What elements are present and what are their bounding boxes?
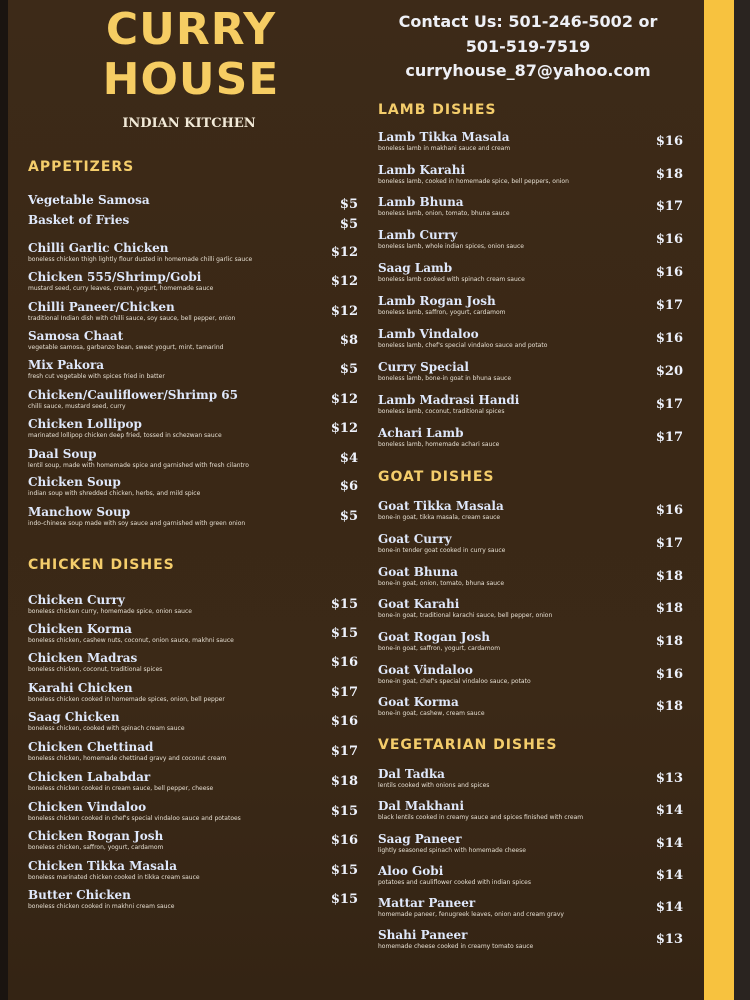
menu-item-name: Vegetable Samosa (28, 193, 150, 207)
menu-item-description: indo-chinese soup made with soy sauce and garnished with green onion (28, 520, 246, 527)
menu-item-description: marinated lollipop chicken deep fried, tossed in schezwan sauce (28, 432, 222, 439)
section-heading-vegetarian-dishes: VEGETARIAN DISHES (378, 737, 558, 753)
menu-item-name: Achari Lamb (378, 426, 464, 440)
menu-item-name: Goat Curry (378, 532, 452, 546)
section-heading-appetizers: APPETIZERS (28, 159, 135, 175)
menu-item-description: homemade cheese cooked in creamy tomato sauce (378, 943, 534, 950)
menu-item-chilli-paneer-chicken (28, 301, 358, 329)
menu-item-name: Lamb Karahi (378, 163, 466, 177)
menu-item-name: Saag Paneer (378, 832, 462, 846)
menu-item-description: boneless lamb cooked with spinach cream sauce (378, 276, 525, 283)
menu-item-chilli-garlic-chicken (28, 242, 358, 270)
menu-item-butter-chicken (28, 889, 358, 917)
menu-item-goat-tikka-masala (378, 500, 683, 528)
contact-line-1: Contact Us: 501-246-5002 or (398, 12, 658, 31)
menu-item-name: Lamb Rogan Josh (378, 294, 496, 308)
menu-item-goat-korma (378, 696, 683, 724)
menu-item-description: boneless lamb, coconut, traditional spices (378, 408, 505, 415)
menu-item-description: lightly seasoned spinach with homemade cheese (378, 847, 526, 854)
menu-item-description: boneless lamb, bone-in goat in bhuna sauce (378, 375, 512, 382)
menu-item-name: Chicken Rogan Josh (28, 829, 164, 843)
menu-item-price: $12 (330, 421, 358, 436)
menu-item-price: $16 (330, 833, 358, 848)
menu-item-name: Chicken Vindaloo (28, 800, 147, 814)
menu-item-saag-lamb (378, 262, 683, 290)
menu-item-description: boneless chicken, cooked with spinach cream sauce (28, 725, 185, 732)
menu-item-goat-curry (378, 533, 683, 561)
menu-item-description: boneless lamb, whole indian spices, onion sauce (378, 243, 524, 250)
menu-item-description: boneless lamb, onion, tomato, bhuna sauce (378, 210, 510, 217)
menu-item-name: Goat Vindaloo (378, 663, 473, 677)
menu-item-name: Goat Bhuna (378, 565, 458, 579)
menu-item-name: Basket of Fries (28, 213, 130, 227)
menu-item-description: boneless chicken, coconut, traditional spices (28, 666, 163, 673)
menu-item-name: Shahi Paneer (378, 928, 468, 942)
menu-item-chicken-cauliflower-shrimp-65 (28, 389, 358, 417)
menu-item-name: Chicken Chettinad (28, 740, 154, 754)
menu-item-dal-makhani (378, 800, 683, 828)
menu-item-description: boneless chicken curry, homemade spice, onion sauce (28, 608, 192, 615)
menu-item-name: Goat Rogan Josh (378, 630, 490, 644)
menu-item-price: $17 (655, 199, 683, 214)
menu-item-description: bone-in goat, saffron, yogurt, cardamom (378, 645, 501, 652)
menu-item-description: mustard seed, curry leaves, cream, yogurt, homemade sauce (28, 285, 214, 292)
menu-item-price: $14 (655, 836, 683, 851)
menu-item-price: $18 (655, 699, 683, 714)
menu-item-name: Chicken Lababdar (28, 770, 151, 784)
page-edge (734, 0, 750, 1000)
menu-item-price: $16 (655, 265, 683, 280)
menu-item-price: $16 (655, 667, 683, 682)
brand-title-line2: HOUSE (102, 54, 280, 105)
menu-item-name: Curry Special (378, 360, 469, 374)
menu-item-description: fresh cut vegetable with spices fried in batter (28, 373, 165, 380)
menu-item-goat-vindaloo (378, 664, 683, 692)
menu-item-name: Saag Lamb (378, 261, 453, 275)
menu-item-price: $13 (655, 932, 683, 947)
menu-item-name: Lamb Tikka Masala (378, 130, 510, 144)
menu-item-name: Chicken Soup (28, 475, 121, 489)
menu-item-price: $16 (655, 134, 683, 149)
menu-board (8, 0, 704, 1000)
menu-item-price: $15 (330, 892, 358, 907)
menu-item-name: Goat Karahi (378, 597, 460, 611)
menu-item-price: $5 (339, 217, 358, 232)
menu-item-price: $18 (330, 774, 358, 789)
menu-item-name: Goat Korma (378, 695, 459, 709)
menu-item-goat-bhuna (378, 566, 683, 594)
menu-item-name: Saag Chicken (28, 710, 120, 724)
menu-item-name: Chicken/Cauliflower/Shrimp 65 (28, 388, 238, 402)
menu-item-price: $5 (339, 362, 358, 377)
menu-item-price: $15 (330, 863, 358, 878)
menu-item-samosa-chaat (28, 330, 358, 358)
menu-item-name: Chicken Tikka Masala (28, 859, 177, 873)
menu-item-name: Lamb Curry (378, 228, 458, 242)
menu-item-description: bone-in goat, chef's special vindaloo sauce, potato (378, 678, 531, 685)
menu-item-chicken-curry (28, 594, 358, 622)
menu-item-price: $17 (655, 298, 683, 313)
menu-item-shahi-paneer (378, 929, 683, 957)
menu-item-description: boneless chicken, saffron, yogurt, cardamom (28, 844, 164, 851)
menu-item-chicken-555-shrimp-gobi (28, 271, 358, 299)
menu-item-aloo-gobi (378, 865, 683, 893)
menu-item-chicken-soup (28, 476, 358, 504)
menu-item-mattar-paneer (378, 897, 683, 925)
menu-item-achari-lamb (378, 427, 683, 455)
menu-item-name: Chicken Madras (28, 651, 138, 665)
menu-item-description: boneless lamb, homemade achari sauce (378, 441, 500, 448)
menu-item-price: $14 (655, 803, 683, 818)
menu-item-price: $5 (339, 197, 358, 212)
menu-item-name: Aloo Gobi (378, 864, 444, 878)
menu-item-name: Chilli Paneer/Chicken (28, 300, 175, 314)
menu-item-description: potatoes and cauliflower cooked with indian spices (378, 879, 531, 886)
menu-item-description: bone-in goat, tikka masala, cream sauce (378, 514, 501, 521)
menu-item-price: $12 (330, 274, 358, 289)
menu-item-chicken-tikka-masala (28, 860, 358, 888)
brand-subtitle: INDIAN KITCHEN (122, 116, 256, 131)
menu-item-description: boneless chicken cooked in makhni cream sauce (28, 903, 175, 910)
menu-item-name: Chicken 555/Shrimp/Gobi (28, 270, 202, 284)
menu-item-price: $5 (339, 509, 358, 524)
menu-item-price: $17 (655, 397, 683, 412)
menu-item-saag-chicken (28, 711, 358, 739)
menu-item-name: Mattar Paneer (378, 896, 476, 910)
menu-item-manchow-soup (28, 506, 358, 534)
section-heading-lamb-dishes: LAMB DISHES (378, 102, 497, 118)
menu-item-description: boneless lamb, cooked in homemade spice, bell peppers, onion (378, 178, 569, 185)
menu-item-description: traditional Indian dish with chilli sauce, soy sauce, bell pepper, onion (28, 315, 236, 322)
menu-item-price: $16 (655, 331, 683, 346)
menu-item-name: Butter Chicken (28, 888, 131, 902)
menu-item-chicken-rogan-josh (28, 830, 358, 858)
contact-email: curryhouse_87@yahoo.com (405, 61, 651, 80)
menu-item-description: boneless chicken cooked in homemade spices, onion, bell pepper (28, 696, 225, 703)
menu-item-name: Chicken Curry (28, 593, 125, 607)
menu-item-goat-karahi (378, 598, 683, 626)
menu-item-description: bone-in goat, traditional karachi sauce, bell pepper, onion (378, 612, 553, 619)
menu-item-name: Manchow Soup (28, 505, 131, 519)
menu-item-description: bone-in tender goat cooked in curry sauce (378, 547, 506, 554)
menu-item-price: $16 (655, 232, 683, 247)
menu-item-description: boneless lamb in makhani sauce and cream (378, 145, 511, 152)
section-heading-goat-dishes: GOAT DISHES (378, 469, 495, 485)
menu-item-lamb-karahi (378, 164, 683, 192)
menu-item-price: $18 (655, 601, 683, 616)
menu-item-name: Chicken Korma (28, 622, 132, 636)
menu-item-name: Karahi Chicken (28, 681, 133, 695)
menu-item-description: boneless lamb, chef's special vindaloo sauce and potato (378, 342, 548, 349)
menu-item-price: $14 (655, 900, 683, 915)
menu-item-description: indian soup with shredded chicken, herbs, and mild spice (28, 490, 201, 497)
menu-item-lamb-bhuna (378, 196, 683, 224)
menu-item-price: $12 (330, 245, 358, 260)
menu-item-description: boneless chicken cooked in cream sauce, bell pepper, cheese (28, 785, 214, 792)
menu-item-price: $17 (655, 430, 683, 445)
menu-item-price: $14 (655, 868, 683, 883)
menu-item-price: $8 (339, 333, 358, 348)
menu-item-price: $12 (330, 304, 358, 319)
menu-item-description: lentils cooked with onions and spices (378, 782, 490, 789)
menu-item-description: black lentils cooked in creamy sauce and spices finished with cream (378, 814, 584, 821)
menu-item-dal-tadka (378, 768, 683, 796)
menu-item-price: $13 (655, 771, 683, 786)
menu-item-description: homemade paneer, fenugreek leaves, onion and cream gravy (378, 911, 564, 918)
menu-item-price: $16 (330, 655, 358, 670)
menu-item-price: $18 (655, 569, 683, 584)
menu-item-chicken-chettinad (28, 741, 358, 769)
menu-item-name: Dal Makhani (378, 799, 465, 813)
decorative-yellow-stripe (704, 0, 734, 1000)
menu-item-lamb-tikka-masala (378, 131, 683, 159)
menu-item-chicken-lollipop (28, 418, 358, 446)
menu-item-description: boneless chicken, homemade chettinad gravy and coconut cream (28, 755, 227, 762)
menu-item-description: boneless lamb, saffron, yogurt, cardamom (378, 309, 506, 316)
menu-item-price: $4 (339, 451, 358, 466)
menu-item-curry-special (378, 361, 683, 389)
menu-item-price: $17 (330, 685, 358, 700)
menu-item-basket-of-fries (28, 214, 358, 242)
menu-item-name: Dal Tadka (378, 767, 445, 781)
menu-item-description: chilli sauce, mustard seed, curry (28, 403, 126, 410)
menu-item-chicken-vindaloo (28, 801, 358, 829)
menu-item-name: Lamb Vindaloo (378, 327, 479, 341)
menu-item-name: Chicken Lollipop (28, 417, 142, 431)
menu-item-lamb-madrasi-handi (378, 394, 683, 422)
menu-item-price: $16 (655, 503, 683, 518)
menu-item-mix-pakora (28, 359, 358, 387)
menu-item-description: boneless chicken, cashew nuts, coconut, onion sauce, makhni sauce (28, 637, 234, 644)
menu-item-price: $18 (655, 634, 683, 649)
brand-title-line1: CURRY (105, 4, 277, 55)
menu-item-name: Daal Soup (28, 447, 97, 461)
menu-item-price: $15 (330, 804, 358, 819)
menu-item-saag-paneer (378, 833, 683, 861)
menu-item-lamb-rogan-josh (378, 295, 683, 323)
menu-item-name: Chilli Garlic Chicken (28, 241, 169, 255)
menu-item-price: $17 (330, 744, 358, 759)
menu-item-chicken-lababdar (28, 771, 358, 799)
menu-item-name: Mix Pakora (28, 358, 105, 372)
menu-item-lamb-vindaloo (378, 328, 683, 356)
menu-item-price: $15 (330, 597, 358, 612)
menu-item-lamb-curry (378, 229, 683, 257)
menu-item-chicken-korma (28, 623, 358, 651)
menu-item-karahi-chicken (28, 682, 358, 710)
menu-item-description: bone-in goat, cashew, cream sauce (378, 710, 485, 717)
menu-item-price: $12 (330, 392, 358, 407)
menu-item-price: $16 (330, 714, 358, 729)
menu-item-description: lentil soup, made with homemade spice and garnished with fresh cilantro (28, 462, 249, 469)
menu-item-description: boneless marinated chicken cooked in tikka cream sauce (28, 874, 200, 881)
contact-line-2: 501-519-7519 (465, 37, 591, 56)
menu-item-name: Lamb Bhuna (378, 195, 464, 209)
menu-item-price: $15 (330, 626, 358, 641)
menu-item-goat-rogan-josh (378, 631, 683, 659)
menu-item-price: $6 (339, 479, 358, 494)
menu-item-chicken-madras (28, 652, 358, 680)
section-heading-chicken-dishes: CHICKEN DISHES (28, 557, 175, 573)
menu-item-description: boneless chicken cooked in chef's special vindaloo sauce and potatoes (28, 815, 241, 822)
menu-item-name: Lamb Madrasi Handi (378, 393, 520, 407)
menu-item-name: Samosa Chaat (28, 329, 124, 343)
menu-item-price: $18 (655, 167, 683, 182)
menu-item-price: $17 (655, 536, 683, 551)
menu-item-description: vegetable samosa, garbanzo bean, sweet yogurt, mint, tamarind (28, 344, 224, 351)
menu-item-price: $20 (655, 364, 683, 379)
menu-item-description: boneless chicken thigh lightly flour dusted in homemade chilli garlic sauce (28, 256, 253, 263)
menu-item-description: bone-in goat, onion, tomato, bhuna sauce (378, 580, 505, 587)
menu-item-daal-soup (28, 448, 358, 476)
menu-item-name: Goat Tikka Masala (378, 499, 504, 513)
